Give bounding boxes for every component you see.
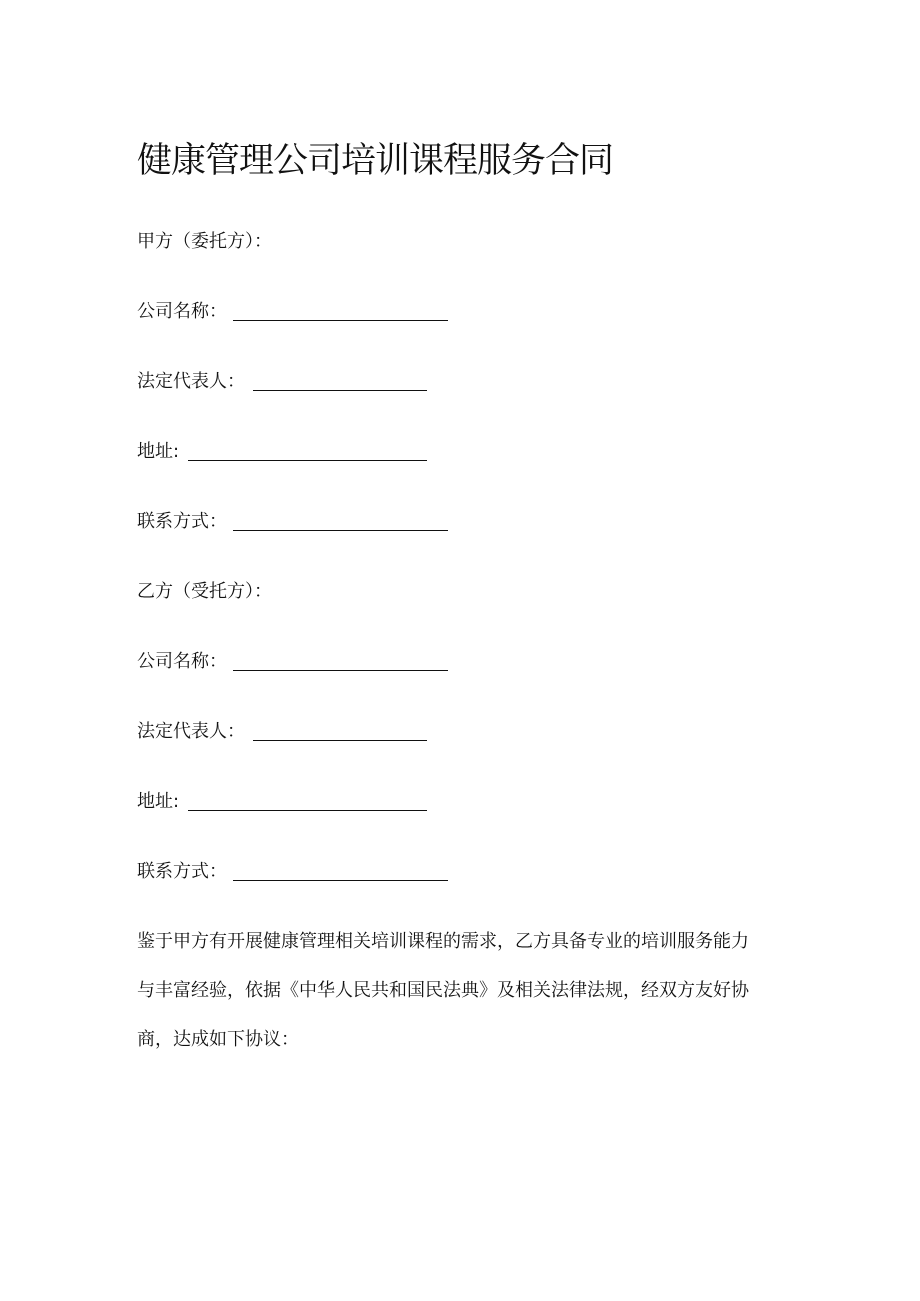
party-a-rep-field	[137, 369, 457, 395]
party-b-contact-field	[137, 859, 457, 885]
contract-title: 健康管理公司培训课程服务合同	[137, 141, 614, 181]
party-a-rep-blank	[253, 390, 427, 391]
party-b-address-blank	[188, 810, 427, 811]
party-a-company-label: 公司名称：	[137, 301, 227, 322]
party-a-company-field	[137, 299, 457, 325]
preamble-line: 鉴于甲方有开展健康管理相关培训课程的需求，乙方具备专业的培训服务能力	[137, 931, 749, 952]
party-b-rep-label: 法定代表人：	[137, 721, 245, 742]
party-b-rep-blank	[253, 740, 427, 741]
party-b-heading: 乙方（受托方）：	[137, 581, 272, 602]
party-a-heading: 甲方（委托方）：	[137, 231, 272, 252]
party-a-rep-label: 法定代表人：	[137, 371, 245, 392]
party-b-address-label: 地址:	[137, 791, 180, 812]
party-b-rep-field	[137, 719, 457, 745]
party-b-contact-blank	[233, 880, 448, 881]
party-a-contact-field	[137, 509, 457, 535]
party-a-company-blank	[233, 320, 448, 321]
preamble-paragraph	[137, 929, 787, 1059]
party-b-address-field	[137, 789, 457, 815]
party-b-company-field	[137, 649, 457, 675]
preamble-line: 与丰富经验，依据《中华人民共和国民法典》及相关法律法规，经双方友好协	[137, 980, 749, 1001]
party-a-contact-blank	[233, 530, 448, 531]
party-b-contact-label: 联系方式：	[137, 861, 227, 882]
party-a-address-field	[137, 439, 457, 465]
party-a-address-label: 地址:	[137, 441, 180, 462]
party-a-address-blank	[188, 460, 427, 461]
party-a-contact-label: 联系方式：	[137, 511, 227, 532]
party-b-company-label: 公司名称：	[137, 651, 227, 672]
party-b-company-blank	[233, 670, 448, 671]
preamble-line: 商，达成如下协议：	[137, 1029, 299, 1050]
